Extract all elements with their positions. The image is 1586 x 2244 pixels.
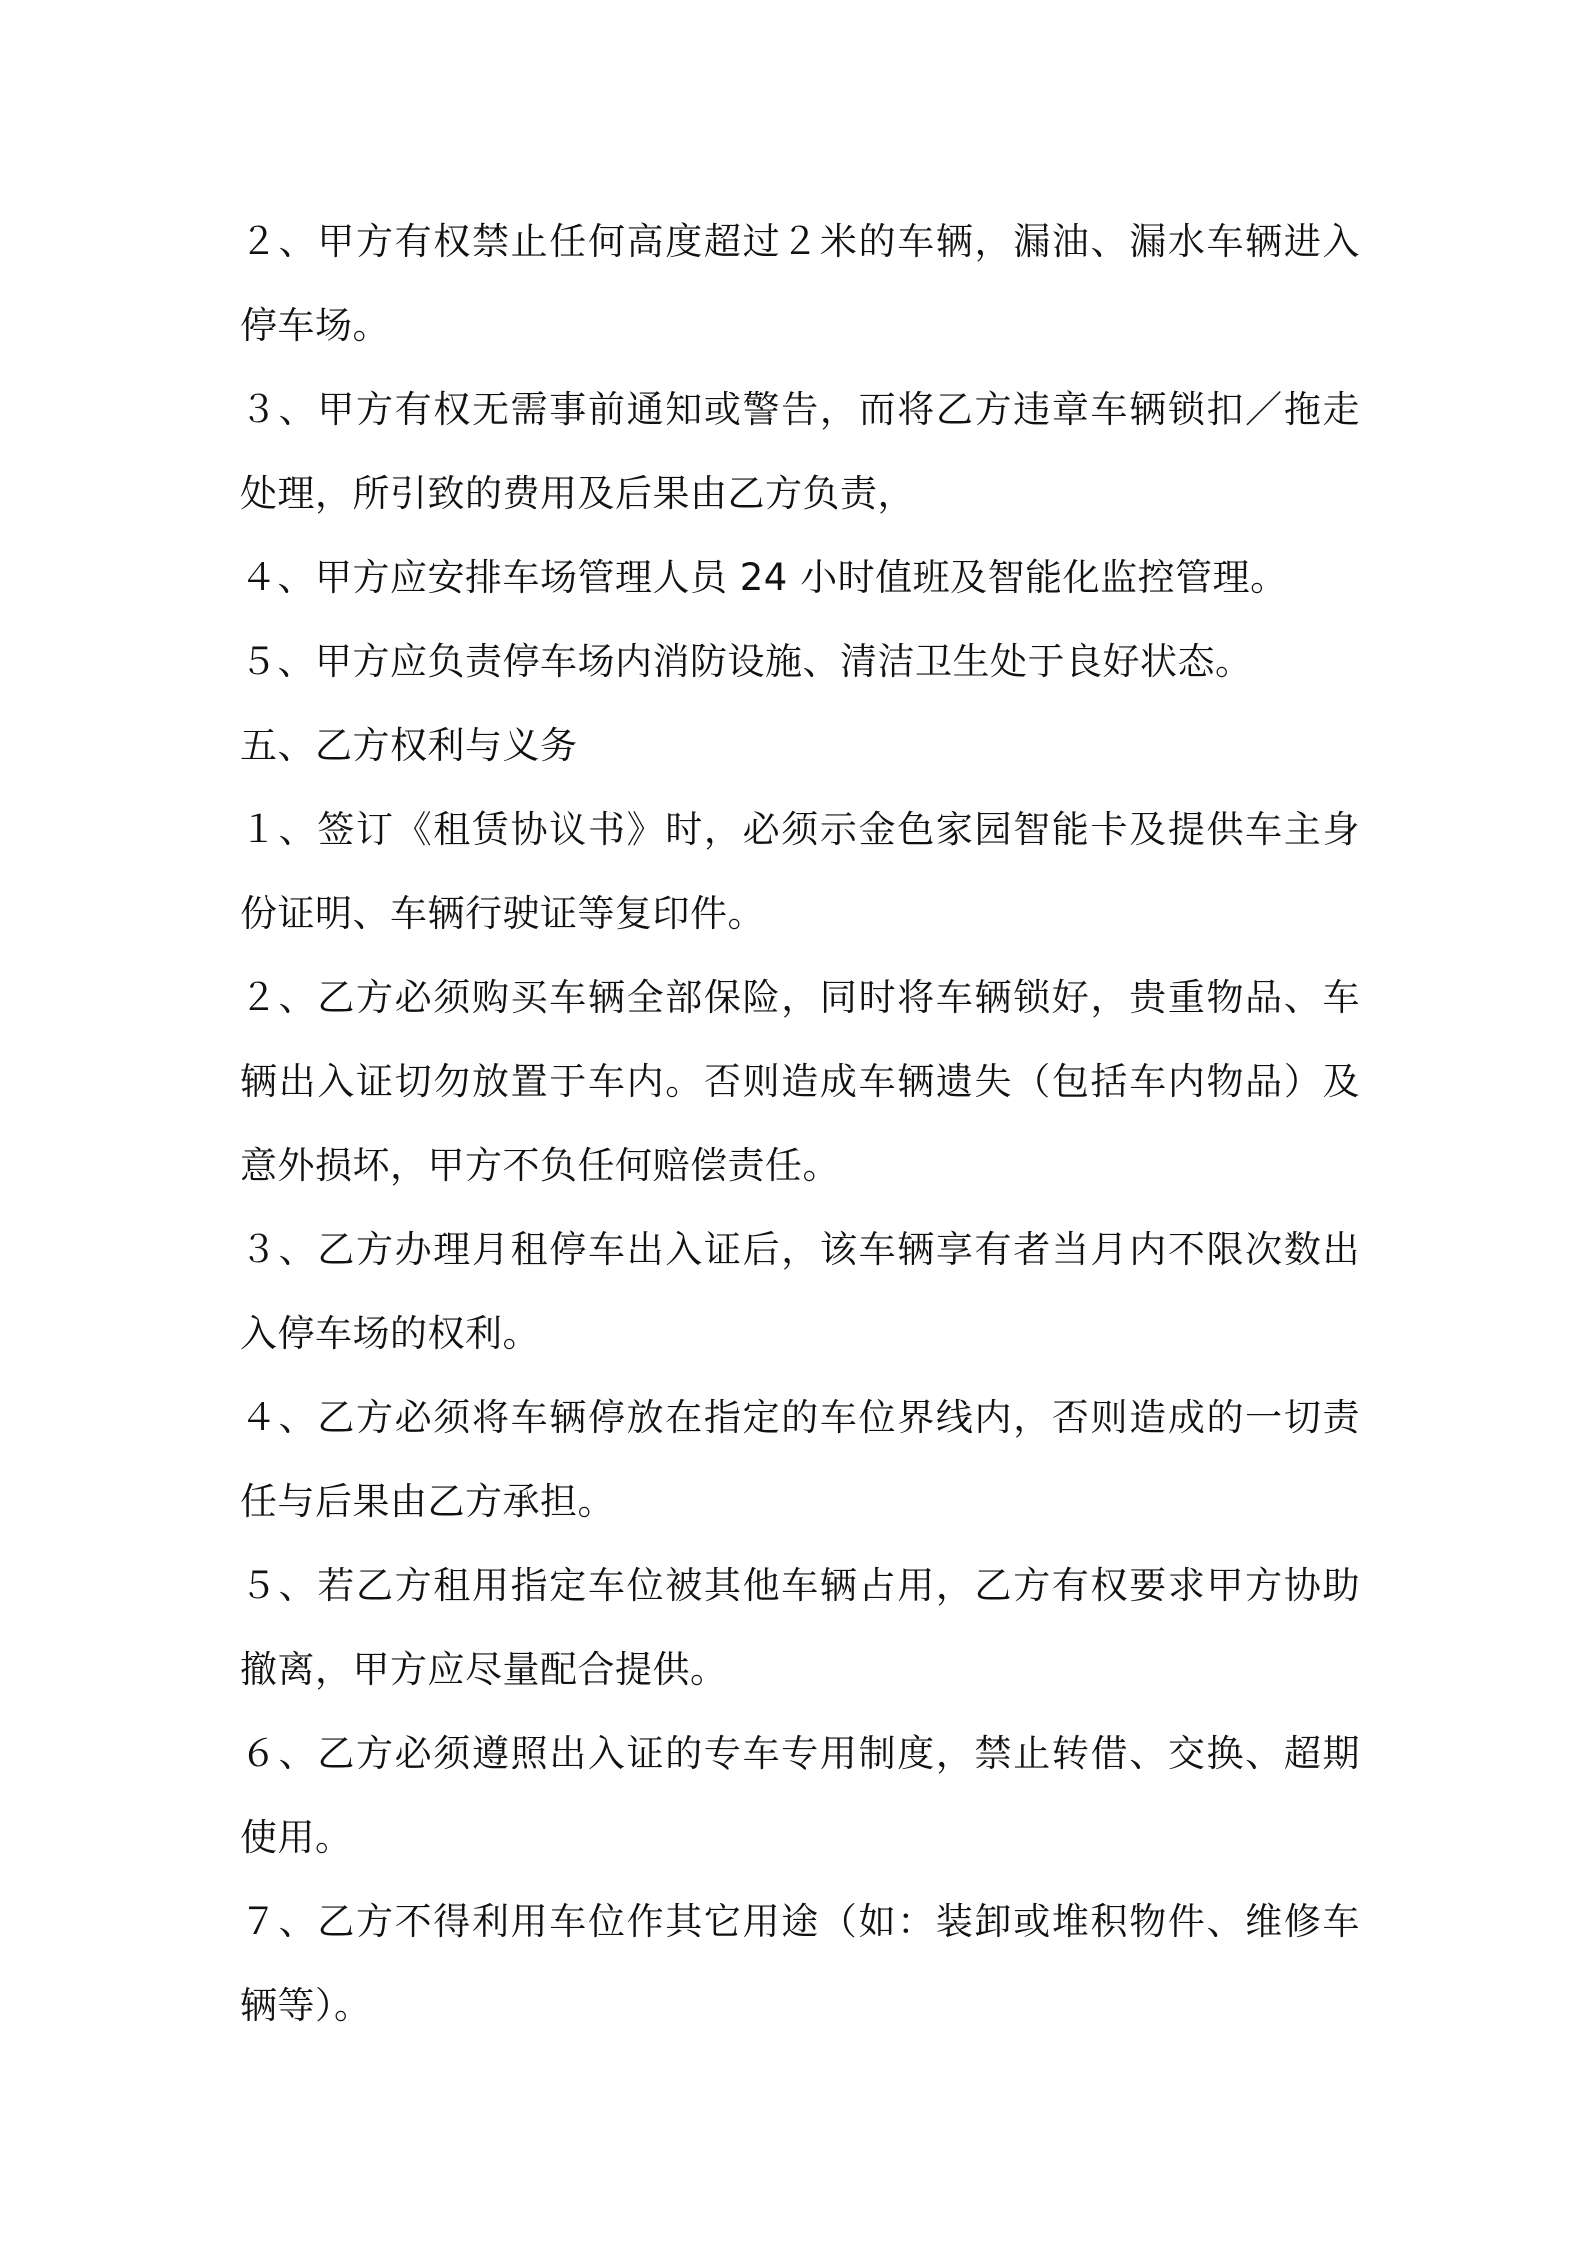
clause-a4: ４、甲方应安排车场管理人员 24 小时值班及智能化监控管理。 bbox=[240, 556, 1288, 599]
clause-b7: ７、乙方不得利用车位作其它用途（如：装卸或堆积物件、维修车辆等）。 bbox=[240, 1900, 1360, 2027]
clause-b4: ４、乙方必须将车辆停放在指定的车位界线内，否则造成的一切责任与后果由乙方承担。 bbox=[240, 1396, 1360, 1523]
clause-b5: ５、若乙方租用指定车位被其他车辆占用，乙方有权要求甲方协助撤离，甲方应尽量配合提供。 bbox=[240, 1564, 1360, 1691]
clause-b3: ３、乙方办理月租停车出入证后，该车辆享有者当月内不限次数出入停车场的权利。 bbox=[240, 1228, 1360, 1355]
clause-b6: ６、乙方必须遵照出入证的专车专用制度，禁止转借、交换、超期使用。 bbox=[240, 1732, 1360, 1859]
section-heading-5: 五、乙方权利与义务 bbox=[240, 724, 578, 767]
document-body bbox=[240, 200, 1360, 2048]
clause-a2: ２、甲方有权禁止任何高度超过２米的车辆，漏油、漏水车辆进入停车场。 bbox=[240, 220, 1360, 347]
clause-a5: ５、甲方应负责停车场内消防设施、清洁卫生处于良好状态。 bbox=[240, 640, 1253, 683]
clause-b1: １、签订《租赁协议书》时，必须示金色家园智能卡及提供车主身份证明、车辆行驶证等复印件。 bbox=[240, 808, 1360, 935]
clause-a3: ３、甲方有权无需事前通知或警告，而将乙方违章车辆锁扣／拖走处理，所引致的费用及后果由乙方负责， bbox=[240, 388, 1360, 515]
clause-b2: ２、乙方必须购买车辆全部保险，同时将车辆锁好，贵重物品、车辆出入证切勿放置于车内。否则造成车辆遗失（包括车内物品）及意外损坏，甲方不负任何赔偿责任。 bbox=[240, 976, 1360, 1187]
